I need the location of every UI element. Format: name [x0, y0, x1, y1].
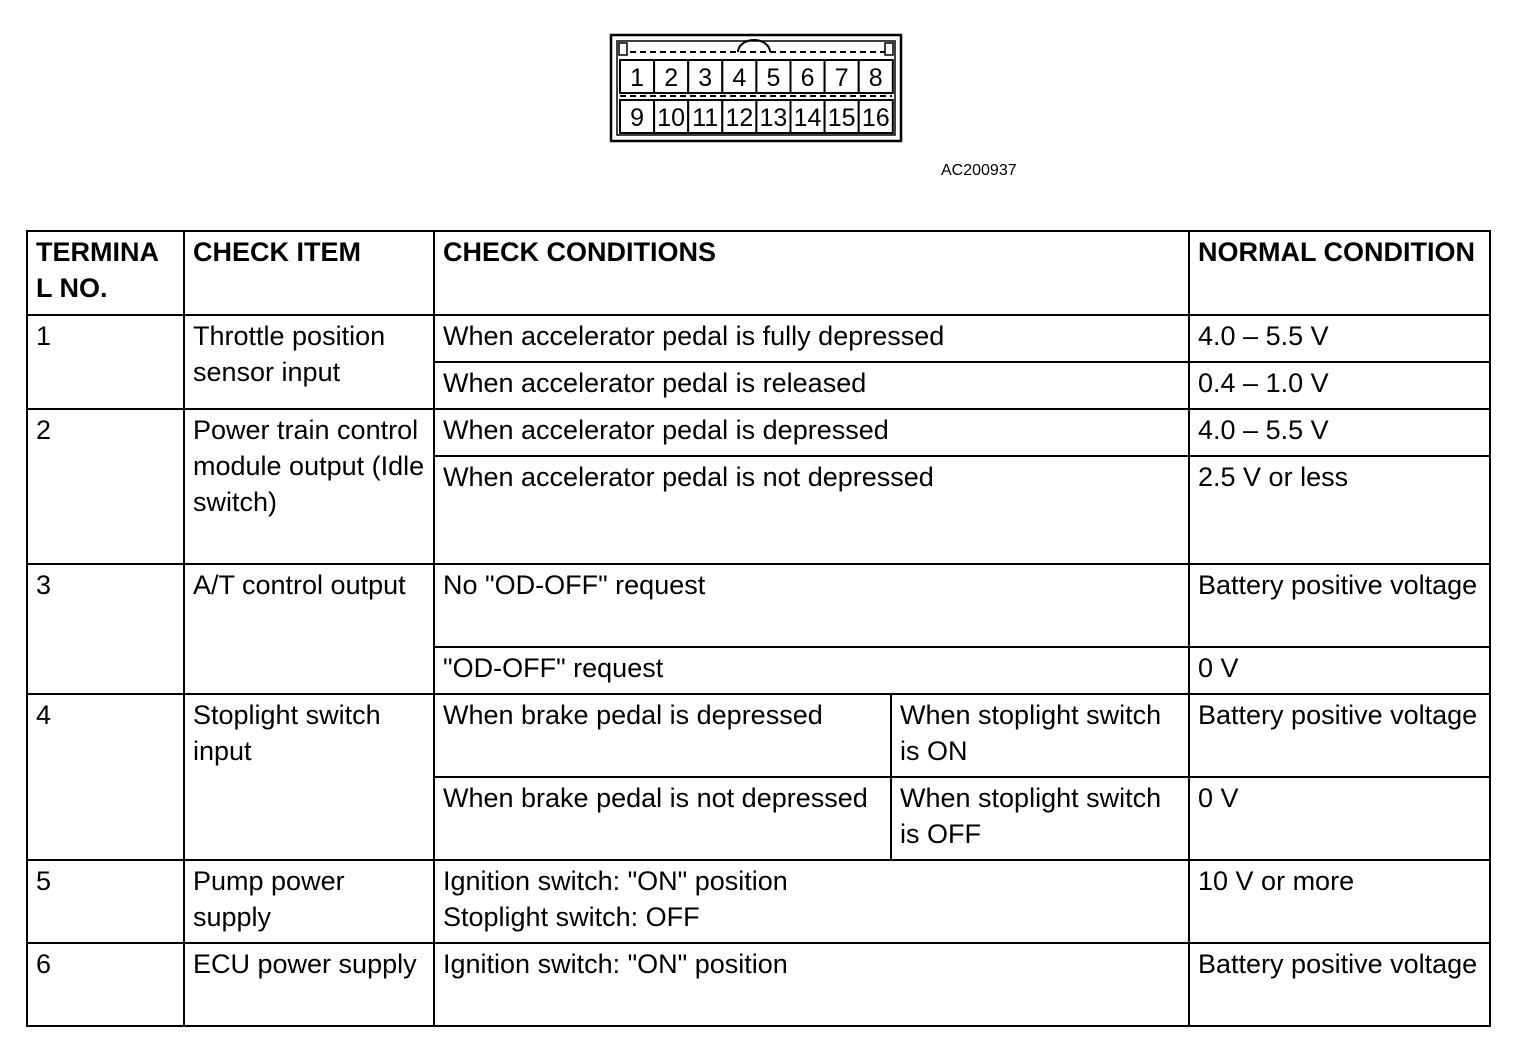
pin-number-2: 2: [664, 64, 679, 92]
terminal-no: 2: [27, 409, 184, 564]
check-condition-line: Ignition switch: "ON" position: [443, 866, 788, 896]
figure-code: AC200937: [941, 162, 1017, 179]
normal-condition: 0 V: [1189, 647, 1490, 694]
terminal-no: 5: [27, 860, 184, 943]
normal-condition: 10 V or more: [1189, 860, 1490, 943]
header-terminal-no: TERMINA L NO.: [27, 231, 184, 315]
terminal-no: 3: [27, 564, 184, 694]
check-item: Stoplight switch input: [184, 694, 434, 860]
check-condition: No "OD-OFF" request: [434, 564, 1189, 647]
table-row: [27, 564, 1490, 647]
check-item: Throttle position sensor input: [184, 315, 434, 409]
terminal-no: 4: [27, 694, 184, 860]
terminal-check-table: [26, 230, 1491, 1027]
normal-condition: Battery positive voltage: [1189, 564, 1490, 647]
header-check-conditions: CHECK CONDITIONS: [434, 231, 1189, 315]
pin-number-11: 11: [692, 104, 719, 132]
pin-number-4: 4: [732, 64, 747, 92]
normal-condition: Battery positive voltage: [1189, 694, 1490, 777]
check-sub-condition: When stoplight switch is ON: [891, 694, 1189, 777]
table-row: [27, 315, 1490, 362]
table-row: [27, 694, 1490, 777]
pin-row-bottom: [620, 100, 893, 133]
check-condition: When accelerator pedal is not depressed: [434, 456, 1189, 564]
connector-diagram: [608, 32, 904, 144]
table-row: [27, 943, 1490, 1026]
normal-condition: Battery positive voltage: [1189, 943, 1490, 1026]
check-item: A/T control output: [184, 564, 434, 694]
check-item: ECU power supply: [184, 943, 434, 1026]
terminal-no: 6: [27, 943, 184, 1026]
check-condition: When accelerator pedal is fully depressed: [434, 315, 1189, 362]
terminal-no: 1: [27, 315, 184, 409]
normal-condition: 0.4 – 1.0 V: [1189, 362, 1490, 409]
table-row: [27, 409, 1490, 456]
pin-number-5: 5: [766, 64, 781, 92]
pin-number-6: 6: [800, 64, 815, 92]
normal-condition: 4.0 – 5.5 V: [1189, 315, 1490, 362]
normal-condition: 2.5 V or less: [1189, 456, 1490, 564]
pin-number-3: 3: [698, 64, 713, 92]
pin-number-15: 15: [827, 104, 856, 132]
check-condition: When accelerator pedal is depressed: [434, 409, 1189, 456]
pin-number-16: 16: [861, 104, 890, 132]
check-sub-condition: When stoplight switch is OFF: [891, 777, 1189, 860]
pin-number-9: 9: [630, 104, 645, 132]
check-condition: [434, 860, 1189, 943]
pin-number-7: 7: [834, 64, 849, 92]
check-condition-line: Stoplight switch: OFF: [443, 902, 700, 932]
pin-number-10: 10: [657, 104, 686, 132]
normal-condition: 4.0 – 5.5 V: [1189, 409, 1490, 456]
check-item: Pump power supply: [184, 860, 434, 943]
normal-condition: 0 V: [1189, 777, 1490, 860]
pin-number-8: 8: [868, 64, 883, 92]
pin-number-13: 13: [759, 104, 788, 132]
pin-number-14: 14: [793, 104, 822, 132]
header-normal-condition: NORMAL CONDITION: [1189, 231, 1490, 315]
table-row: [27, 860, 1490, 943]
pin-row-top: [620, 60, 893, 93]
check-condition: Ignition switch: "ON" position: [434, 943, 1189, 1026]
check-item: Power train control module output (Idle switch): [184, 409, 434, 564]
check-condition: When brake pedal is not depressed: [434, 777, 891, 860]
header-check-item: CHECK ITEM: [184, 231, 434, 315]
table-header-row: [27, 231, 1490, 315]
check-condition: When brake pedal is depressed: [434, 694, 891, 777]
check-condition: When accelerator pedal is released: [434, 362, 1189, 409]
pin-number-1: 1: [630, 64, 645, 92]
check-condition: "OD-OFF" request: [434, 647, 1189, 694]
pin-number-12: 12: [725, 104, 754, 132]
